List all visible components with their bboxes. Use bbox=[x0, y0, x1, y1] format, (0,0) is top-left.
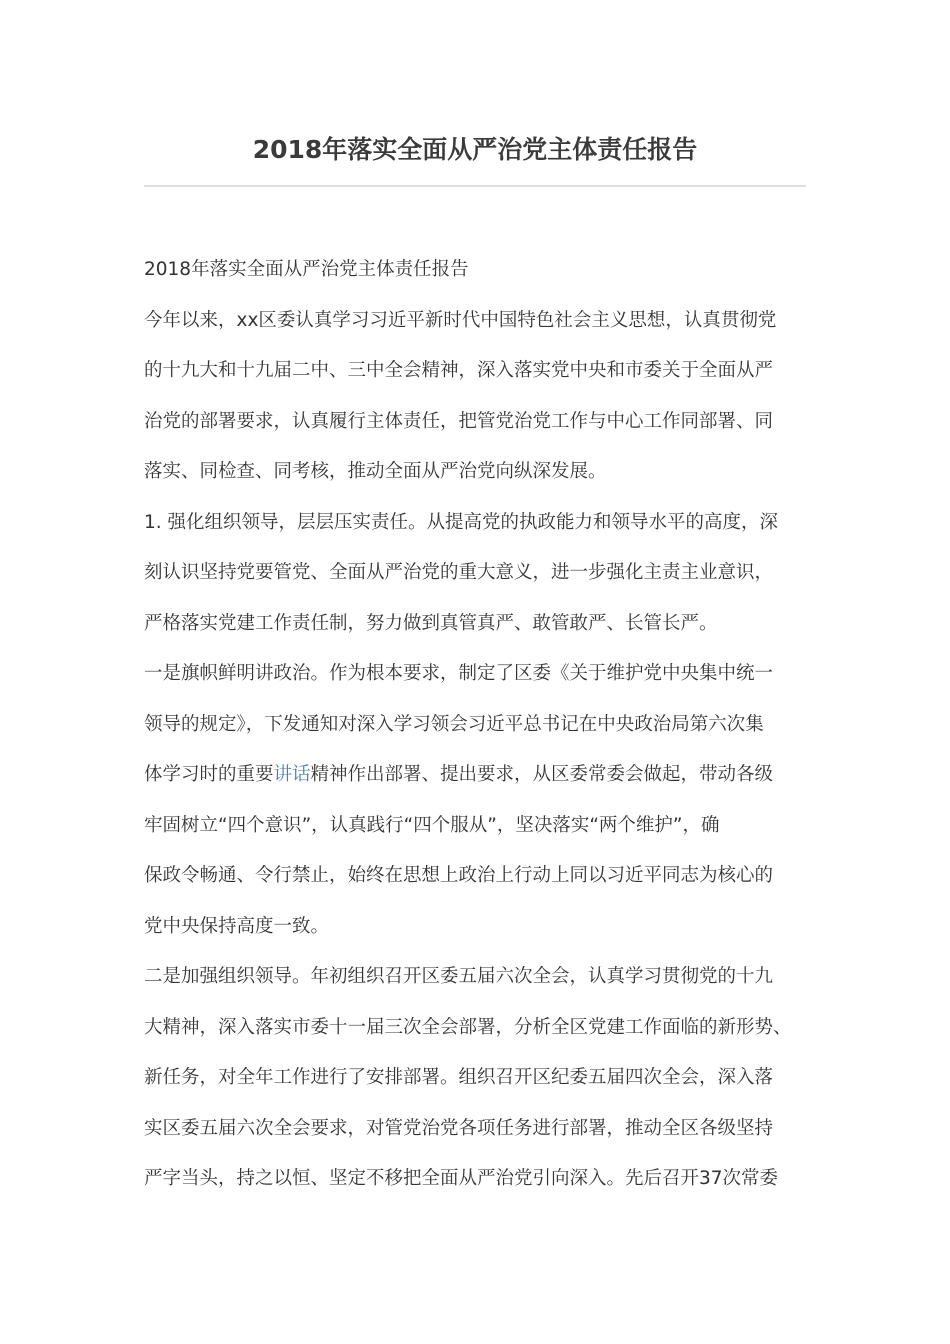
text-line: 牢固树立“四个意识”，认真践行“四个服从”，坚决落实“两个维护”，确 bbox=[144, 814, 720, 836]
paragraph-section-1 bbox=[144, 498, 812, 650]
text-line: 保政令畅通、令行禁止，始终在思想上政治上行动上同以习近平同志为核心的 bbox=[144, 865, 774, 886]
text-line: 的十九大和十九届二中、三中全会精神，深入落实党中央和市委关于全面从严 bbox=[144, 360, 774, 381]
paragraph-leadership bbox=[144, 952, 812, 1205]
document-body bbox=[144, 245, 812, 1205]
text-line: 党中央保持高度一致。 bbox=[144, 915, 330, 937]
text-line: 大精神，深入落实市委十一届三次全会部署，分析全区党建工作面临的新形势、 bbox=[144, 1016, 792, 1038]
body-heading: 2018年落实全面从严治党主体责任报告 bbox=[144, 259, 469, 280]
text-line: 新任务，对全年工作进行了安排部署。组织召开区纪委五届四次全会，深入落 bbox=[144, 1067, 774, 1088]
text-fragment: 精神作出部署、提出要求，从区委常委会做起，带动各级 bbox=[310, 764, 774, 785]
text-line: 落实、同检查、同考核，推动全面从严治党向纵深发展。 bbox=[144, 461, 607, 482]
text-line-with-link bbox=[144, 750, 812, 801]
text-line: 今年以来，xx区委认真学习习近平新时代中国特色社会主义思想，认真贯彻党 bbox=[144, 309, 777, 331]
text-line: 治党的部署要求，认真履行主体责任，把管党治党工作与中心工作同部署、同 bbox=[144, 410, 774, 432]
paragraph-politics bbox=[144, 649, 812, 952]
text-line: 二是加强组织领导。年初组织召开区委五届六次全会，认真学习贯彻党的十九 bbox=[144, 966, 774, 987]
text-line: 领导的规定》，下发通知对深入学习领会习近平总书记在中央政治局第六次集 bbox=[144, 713, 764, 735]
paragraph-intro bbox=[144, 296, 812, 498]
text-line: 严字当头，持之以恒、坚定不移把全面从严治党引向深入。先后召开37次常委 bbox=[144, 1168, 779, 1189]
title-divider bbox=[144, 185, 806, 187]
document-title: 2018年落实全面从严治党主体责任报告 bbox=[252, 135, 698, 164]
text-line: 刻认识坚持党要管党、全面从严治党的重大意义，进一步强化主责主业意识， bbox=[144, 562, 774, 583]
text-line: 严格落实党建工作责任制，努力做到真管真严、敢管敢严、长管长严。 bbox=[144, 612, 718, 634]
text-fragment: 体学习时的重要 bbox=[144, 764, 274, 785]
text-line: 实区委五届六次全会要求，对管党治党各项任务进行部署，推动全区各级坚持 bbox=[144, 1117, 774, 1139]
speech-link[interactable]: 讲话 bbox=[273, 764, 311, 785]
text-line: 一是旗帜鲜明讲政治。作为根本要求，制定了区委《关于维护党中央集中统一 bbox=[144, 663, 774, 684]
text-line: 1. 强化组织领导，层层压实责任。从提高党的执政能力和领导水平的高度，深 bbox=[144, 511, 779, 533]
